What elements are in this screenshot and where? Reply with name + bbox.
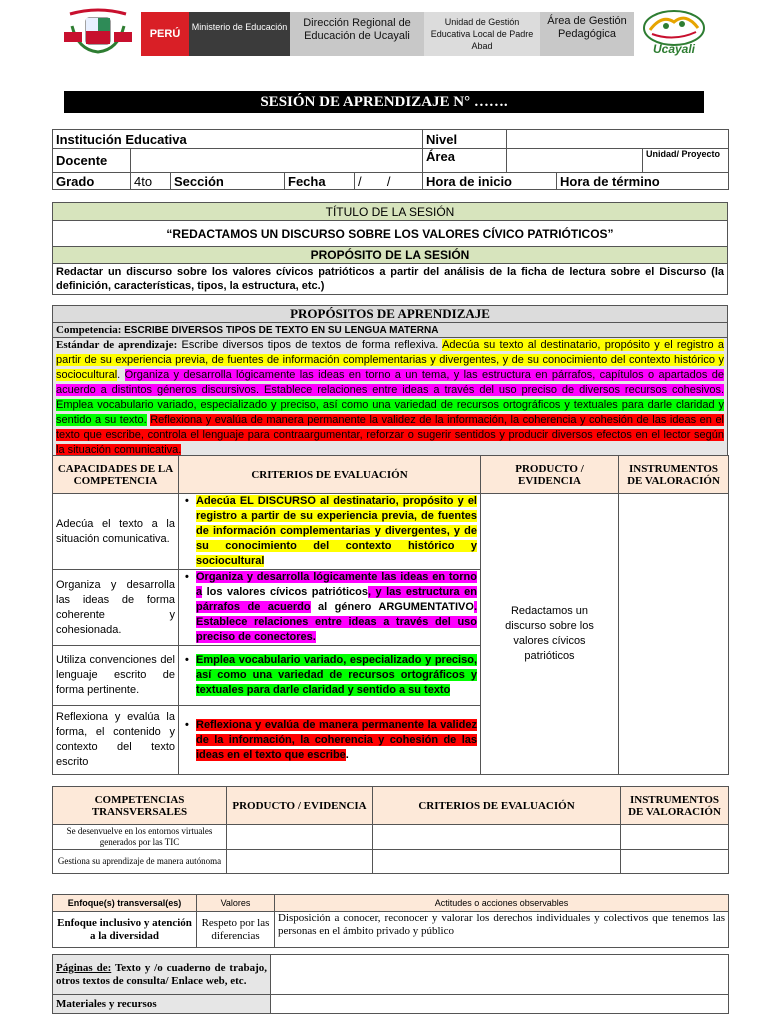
- paginas-value[interactable]: [271, 955, 729, 995]
- seccion-label: Sección: [171, 173, 285, 190]
- hora-inicio-label: Hora de inicio: [423, 173, 557, 190]
- criterio-1: • Adecúa EL DISCURSO al destinatario, propósito y el registro a partir de su experiencia previa, de fuentes de información complementarias y divergentes, y de su conocimiento del contexto histórico y sociocultural: [179, 494, 481, 570]
- ministerio-label: Ministerio de Educación: [189, 12, 290, 56]
- proposito-header: PROPÓSITO DE LA SESIÓN: [53, 247, 728, 264]
- institucion-label: Institución Educativa: [53, 130, 423, 149]
- peru-crest-logo: [58, 8, 138, 58]
- recursos-table: [52, 954, 729, 1014]
- col-criterios: CRITERIOS DE EVALUACIÓN: [179, 456, 481, 494]
- col-capacidades: CAPACIDADES DE LA COMPETENCIA: [53, 456, 179, 494]
- enfoques-table: [52, 894, 729, 948]
- transversal-autonomo: Gestiona su aprendizaje de manera autónoma: [53, 850, 227, 874]
- estandar-red: Reflexiona y evalúa de manera permanente la validez de la información, la coherencia y cohesión de las ideas en el texto que escribe, controla el lenguaje para contraargumentar, reforzar o sugerir sentidos y producir diversos efectos en el lector según la situación comunicativa.: [56, 414, 725, 456]
- paginas-label: Páginas de:: [56, 961, 112, 974]
- criterio-4: • Reflexiona y evalúa de manera permanente la validez de la información, la coherencia y cohesión de las ideas en el texto que escribe.: [179, 706, 481, 775]
- col-valores: Valores: [197, 895, 275, 912]
- eval-table: [52, 455, 729, 775]
- transversal-tic-producto[interactable]: [227, 825, 373, 850]
- fecha-label: Fecha: [285, 173, 355, 190]
- paginas-cell: [53, 955, 271, 995]
- hora-termino-label: Hora de término: [557, 173, 729, 190]
- estandar-yellow: Adecúa su texto al destinatario, propósito y el registro a partir de su experiencia previa, de fuentes de información complementarias y divergentes, y de su conocimiento del contexto histórico y sociocultural: [56, 339, 725, 381]
- transversal-tic: Se desenvuelve en los entornos virtuales generados por las TIC: [53, 825, 227, 850]
- transversal-autonomo-criterios[interactable]: [373, 850, 621, 874]
- grado-label: Grado: [53, 173, 131, 190]
- propositos-table: [52, 305, 728, 459]
- estandar-magenta: Organiza y desarrolla lógicamente las ideas en torno a un tema, y las estructura en párrafos, capítulos o apartados de acuerdo a distintos géneros discursivos. Establece relaciones entre ideas a través del uso preciso de diversos recursos cohesivos.: [56, 369, 724, 396]
- dre-label: Dirección Regional de Educación de Ucayali: [290, 12, 424, 56]
- estandar-green: Emplea vocabulario variado, especializado y preciso, así como una variedad de recursos ortográficos y textuales para darle claridad y sentido a su texto.: [56, 399, 724, 426]
- capacidad-1: Adecúa el texto a la situación comunicativa.: [53, 494, 179, 570]
- criterio-2: • Organiza y desarrolla lógicamente las ideas en torno a los valores cívicos patrióticos, y las estructura en párrafos de acuerdo al género ARGUMENTATIVO. Establece relaciones entre ideas a través del uso preciso de conectores.: [179, 570, 481, 646]
- actitud-value: Disposición a conocer, reconocer y valorar los derechos individuales y colectivos que tenemos las personas en el ámbito privado y público: [275, 912, 729, 948]
- transversales-table: [52, 786, 729, 874]
- fecha-value[interactable]: / /: [355, 173, 423, 190]
- transversal-autonomo-instrumentos[interactable]: [621, 850, 729, 874]
- proposito-value: Redactar un discurso sobre los valores cívicos patrióticos a partir del análisis de la ficha de lectura sobre el Discurso (la definición, características, tipos, la estructura, etc.): [53, 264, 728, 295]
- capacidad-2: Organiza y desarrolla las ideas de forma coherente y cohesionada.: [53, 570, 179, 646]
- peru-label: PERÚ: [141, 12, 189, 56]
- titulo-table: [52, 202, 728, 295]
- estandar-label: Estándar de aprendizaje:: [56, 339, 178, 351]
- transversal-tic-criterios[interactable]: [373, 825, 621, 850]
- col-competencias-transversales: COMPETENCIAS TRANSVERSALES: [53, 787, 227, 825]
- capacidad-3: Utiliza convenciones del lenguaje escrito de forma pertinente.: [53, 646, 179, 706]
- instrumentos-cell[interactable]: [619, 494, 729, 775]
- competencia-value: ESCRIBE DIVERSOS TIPOS DE TEXTO EN SU LENGUA MATERNA: [124, 325, 439, 336]
- materiales-value[interactable]: [271, 995, 729, 1014]
- area-label: Área: [423, 149, 507, 173]
- col-criterios-transversal: CRITERIOS DE EVALUACIÓN: [373, 787, 621, 825]
- docente-label: Docente: [53, 149, 131, 173]
- nivel-label: Nivel: [423, 130, 507, 149]
- col-producto-transversal: PRODUCTO / EVIDENCIA: [227, 787, 373, 825]
- producto-evidencia: Redactamos un discurso sobre los valores cívicos patrióticos: [481, 494, 619, 775]
- criterio-3: • Emplea vocabulario variado, especializado y preciso, así como una variedad de recursos ortográficos y textuales para darle claridad y sentido a su texto: [179, 646, 481, 706]
- nivel-value[interactable]: [507, 130, 729, 149]
- col-instrumentos-transversal: INSTRUMENTOS DE VALORACIÓN: [621, 787, 729, 825]
- col-enfoque: Enfoque(s) transversal(es): [53, 895, 197, 912]
- valor-value: Respeto por las diferencias: [197, 912, 275, 948]
- transversal-tic-instrumentos[interactable]: [621, 825, 729, 850]
- titulo-value: “REDACTAMOS UN DISCURSO SOBRE LOS VALORES CÍVICO PATRIÓTICOS”: [53, 221, 728, 247]
- competencia-row: [53, 323, 728, 338]
- session-title: SESIÓN DE APRENDIZAJE N° …….: [64, 91, 704, 113]
- grado-value: 4to: [131, 173, 171, 190]
- col-actitudes: Actitudes o acciones observables: [275, 895, 729, 912]
- docente-value[interactable]: [131, 149, 423, 173]
- enfoque-value: Enfoque inclusivo y atención a la diversidad: [53, 912, 197, 948]
- area-value[interactable]: [507, 149, 643, 173]
- header-banner: [58, 8, 712, 58]
- col-instrumentos: INSTRUMENTOS DE VALORACIÓN: [619, 456, 729, 494]
- info-table: [52, 129, 729, 190]
- materiales-label: Materiales y recursos: [53, 995, 271, 1014]
- area-gestion-label: Área de Gestión Pedagógica: [540, 12, 634, 56]
- col-producto: PRODUCTO / EVIDENCIA: [481, 456, 619, 494]
- ucayali-logo-text: Ucayali: [652, 42, 696, 56]
- unidad-label: Unidad/ Proyecto: [643, 149, 729, 173]
- transversal-autonomo-producto[interactable]: [227, 850, 373, 874]
- capacidad-4: Reflexiona y evalúa la forma, el contenido y contexto del texto escrito: [53, 706, 179, 775]
- paginas-text: Texto y /o cuaderno de trabajo, otros textos de consulta/ Enlace web, etc.: [56, 961, 267, 987]
- titulo-header: TÍTULO DE LA SESIÓN: [53, 203, 728, 221]
- estandar-plain: Escribe diversos tipos de textos de forma reflexiva.: [181, 339, 439, 351]
- propositos-header: PROPÓSITOS DE APRENDIZAJE: [53, 306, 728, 323]
- ugel-label: Unidad de Gestión Educativa Local de Padre Abad: [424, 12, 540, 56]
- competencia-label: Competencia:: [56, 324, 122, 336]
- estandar-cell: Estándar de aprendizaje: Escribe diversos tipos de textos de forma reflexiva. Adecúa su texto al destinatario, propósito y el registro a partir de su experiencia previa, de fuentes de información complementarias y divergentes, y de su conocimiento del contexto histórico y sociocultural. Organiza y desarrolla lógicamente las ideas en torno a un tema, y las estructura en párrafos, capítulos o apartados de acuerdo a distintos géneros discursivos. Establece relaciones entre ideas a través del uso preciso de diversos recursos cohesivos. Emplea vocabulario variado, especializado y preciso, así como una variedad de recursos ortográficos y textuales para darle claridad y sentido a su texto. Reflexiona y evalúa de manera permanente la validez de la información, la coherencia y cohesión de las ideas en el texto que escribe, controla el lenguaje para contraargumentar, reforzar o sugerir sentidos y producir diversos efectos en el lector según la situación comunicativa.: [53, 338, 728, 459]
